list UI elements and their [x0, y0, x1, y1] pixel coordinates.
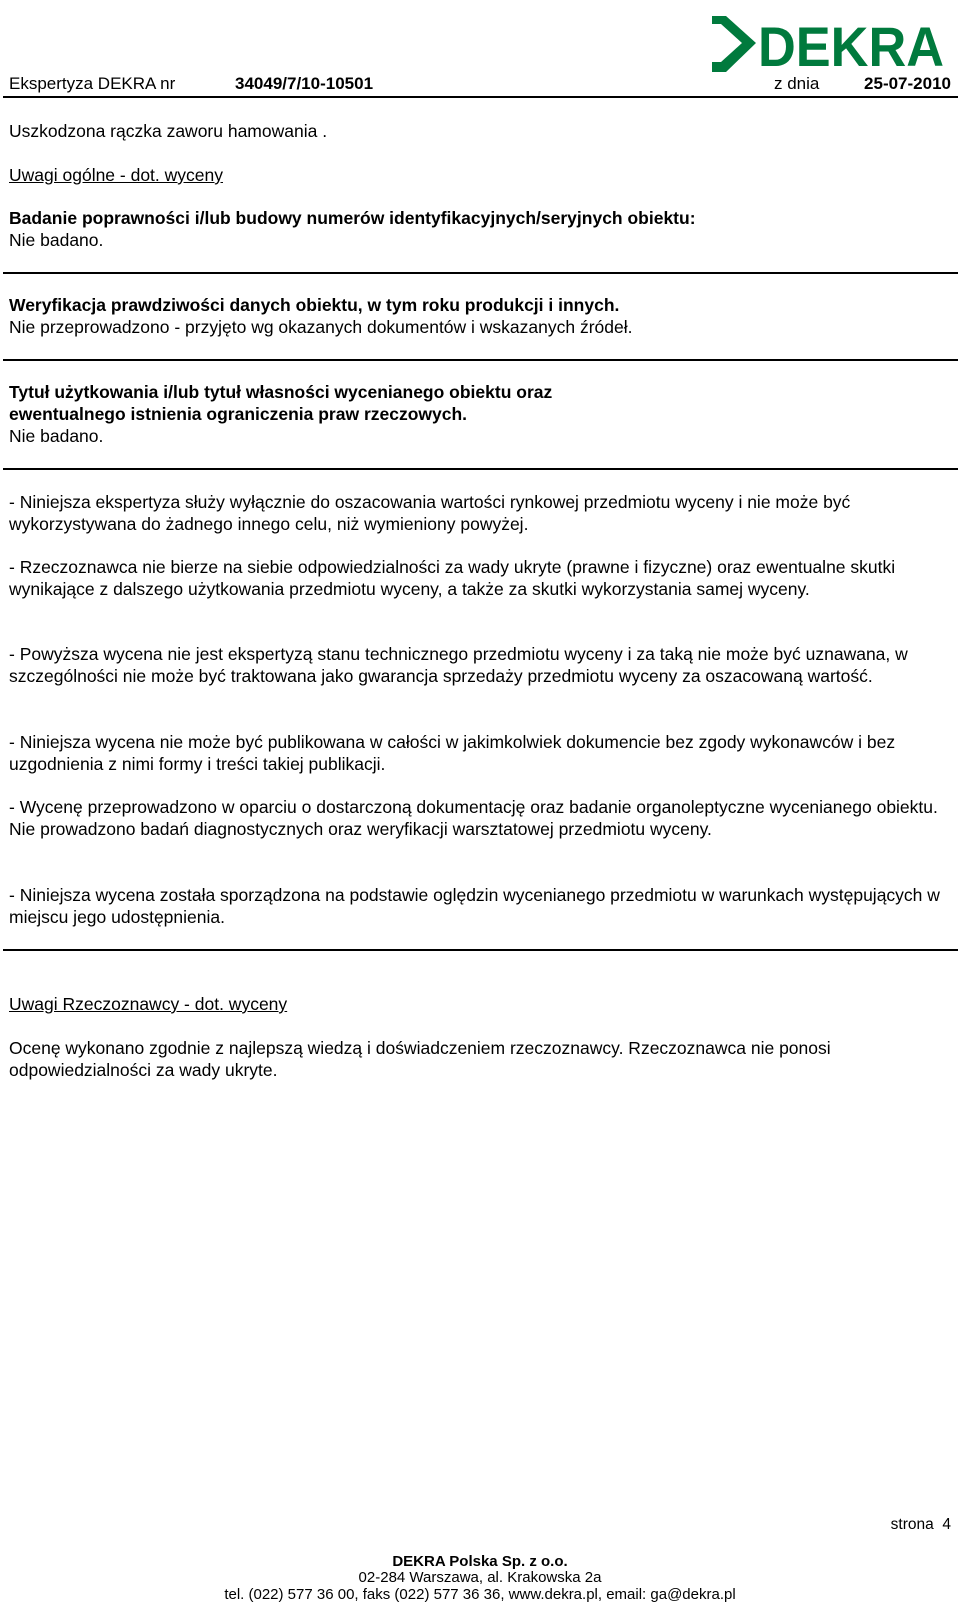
damage-note: Uszkodzona rączka zaworu hamowania . — [9, 121, 328, 141]
disclaimer-paragraph: - Rzeczoznawca nie bierze na siebie odpowiedzialności za wady ukryte (prawne i fizyczne) oraz ewentualne skutki wynikające z dalszego użytkowania przedmiotu wyceny, a także za skutki wykorzystania samej wyceny. — [9, 557, 896, 599]
title-heading-line1: Tytuł użytkowania i/lub tytuł własności wycenianego obiektu oraz — [9, 382, 553, 402]
page-number-value: 4 — [942, 1516, 951, 1533]
disclaimer-paragraph: - Niniejsza ekspertyza służy wyłącznie do oszacowania wartości rynkowej przedmiotu wyceny i nie może być wykorzystywana do żadnego innego celu, niż wymieniony powyżej. — [9, 492, 851, 534]
section-divider — [3, 272, 958, 274]
page-number — [891, 1516, 951, 1534]
section-divider — [3, 949, 958, 951]
appraiser-remarks-text: Ocenę wykonano zgodnie z najlepszą wiedzą i doświadczeniem rzeczoznawcy. Rzeczoznawca nie ponosi odpowiedzialności za wady ukryte. — [9, 1038, 831, 1080]
expertise-date: 25-07-2010 — [864, 74, 951, 93]
dekra-logo — [712, 10, 952, 80]
document-header — [9, 74, 951, 96]
title-value: Nie badano. — [9, 426, 104, 446]
disclaimer-paragraph: - Powyższa wycena nie jest ekspertyzą stanu technicznego przedmiotu wyceny i za taką nie może być uznawana, w szczególności nie może być traktowana jako gwarancja sprzedaży przedmiotu wyceny za oszacowaną wartość. — [9, 644, 908, 686]
title-heading-line2: ewentualnego istnienia ograniczenia praw rzeczowych. — [9, 404, 468, 424]
id-check-value: Nie badano. — [9, 230, 104, 250]
header-divider — [3, 96, 958, 98]
dekra-logo-text: DEKRA — [758, 15, 944, 78]
section-divider — [3, 468, 958, 470]
section-divider — [3, 359, 958, 361]
verification-value: Nie przeprowadzono - przyjęto wg okazanych dokumentów i wskazanych źródeł. — [9, 317, 633, 337]
id-check-heading: Badanie poprawności i/lub budowy numerów identyfikacyjnych/seryjnych obiektu: — [9, 208, 696, 228]
expertise-number: 34049/7/10-10501 — [235, 74, 374, 93]
appraiser-remarks-heading: Uwagi Rzeczoznawcy - dot. wyceny — [9, 994, 288, 1014]
general-remarks-heading: Uwagi ogólne - dot. wyceny — [9, 165, 223, 185]
footer-address: 02-284 Warszawa, al. Krakowska 2a — [358, 1569, 602, 1586]
footer-company: DEKRA Polska Sp. z o.o. — [392, 1553, 568, 1570]
page-number-label: strona — [890, 1516, 934, 1533]
disclaimer-paragraph: - Niniejsza wycena nie może być publikowana w całości w jakimkolwiek dokumencie bez zgody wykonawców i bez uzgodnienia z nimi formy i treści takiej publikacji. — [9, 732, 896, 774]
disclaimer-paragraph: - Wycenę przeprowadzono w oparciu o dostarczoną dokumentację oraz badanie organoleptyczne wycenianego obiektu. Nie prowadzono badań diagnostycznych oraz weryfikacji warsztatowej przedmiotu wyceny. — [9, 797, 938, 839]
disclaimer-paragraph: - Niniejsza wycena została sporządzona na podstawie oględzin wycenianego przedmiotu w warunkach występujących w miejscu jego udostępnienia. — [9, 885, 940, 927]
header-label: Ekspertyza DEKRA nr — [9, 74, 176, 93]
header-date-label: z dnia — [774, 74, 820, 93]
verification-heading: Weryfikacja prawdziwości danych obiektu, w tym roku produkcji i innych. — [9, 295, 620, 315]
dekra-logo-arrow-icon — [712, 16, 756, 72]
footer-contact: tel. (022) 577 36 00, faks (022) 577 36 36, www.dekra.pl, email: ga@dekra.pl — [224, 1586, 736, 1603]
